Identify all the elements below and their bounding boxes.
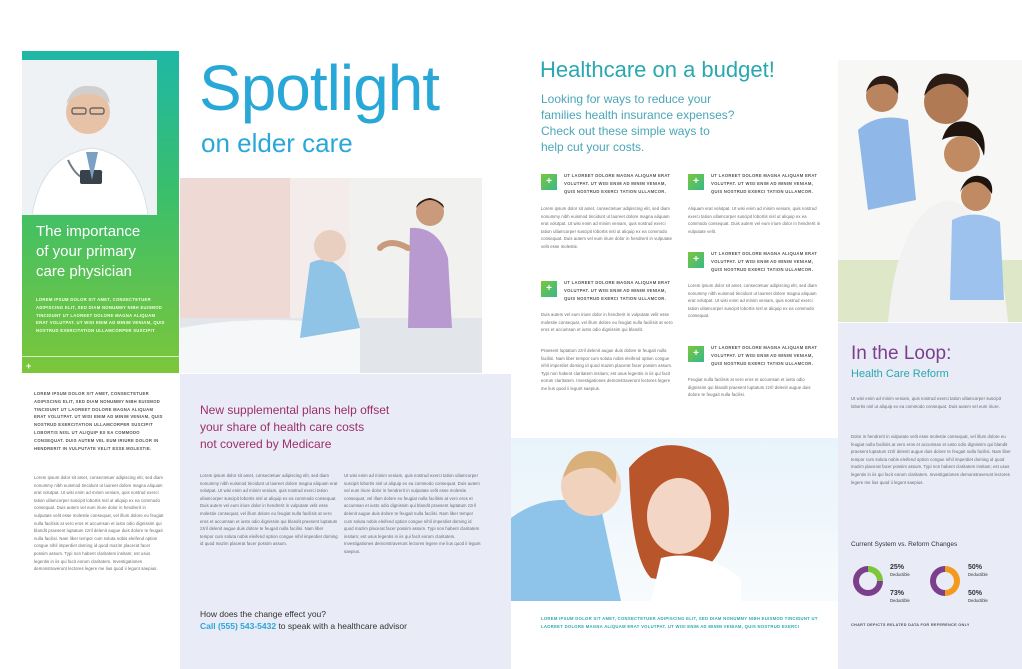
donut-value: 25%	[890, 564, 905, 571]
cta-phone[interactable]: Call (555) 543-5432	[200, 621, 277, 631]
chart-title: Current System vs. Reform Changes	[851, 541, 958, 548]
tip-body: Praesent luptatum zzril delenit augue duis dolore te feugait nulla facilisi. Nam liber tempor cum soluta nobis eleifend option congue nihil imperdiet doming id quod mazim placerat facer possim assum. Typi non habent claritatem insitam; est usus legentis in iis qui facit eorum claritatem. Investigationes demonstraverunt lectores legere me lius quod ii legunt saepius.	[541, 348, 673, 391]
loop-body-b: Dolor in hendrerit in vulputate velit esse molestie consequat, vel illum dolore eu feugiat nulla facilisis at vero eros et accumsan et iusto odio dignissim qui blandit praesent luptatum zzril delenit augue duis dolore te feugait nulla facilisi. Nam liber tempor cum soluta nobis eleifend option congue nihil imperdiet doming id quod mazim placerat facer possim assum. Typi non habent claritatem insitam; est usus legentis in iis qui facit eorum claritatem. Investigationes demonstraverunt lectores legere me lius quod ii legunt saepius.	[851, 434, 1011, 485]
tip-plus-icon[interactable]: +	[688, 252, 704, 268]
donut-label	[968, 590, 988, 603]
spotlight-subtitle: on elder care	[201, 128, 353, 158]
donut-sub: Deductible	[890, 572, 910, 577]
donut-reform	[930, 566, 960, 596]
primary-care-heading	[36, 222, 176, 282]
intro-line: help cut your costs.	[541, 140, 645, 154]
tip-plus-icon[interactable]: +	[688, 174, 704, 190]
primary-care-caps: LOREM IPSUM DOLOR SIT AMET, CONSECTETUER ADIPISCING ELIT, SED DIAM NONUMMY NIBH EUISMOD TINCIDUNT UT LAOREET DOLORE MAGNA ALIQUAM ERAT VOLUTPAT. UT WISI ENIM AD MINIM VENIAM, QUIS NOSTRUD EXERCITATION ULLAMCORPER SUSCIPIT	[36, 297, 165, 334]
intro-line: Looking for ways to reduce your	[541, 92, 712, 106]
budget-title: Healthcare on a budget!	[540, 57, 775, 82]
heading-line: care physician	[36, 263, 132, 280]
plus-icon[interactable]: +	[26, 361, 32, 371]
tip-heading: UT LAOREET DOLORE MAGNA ALIQUAM ERAT VOLUTPAT. UT WISI ENIM AD MINIM VENIAM, QUIS NOSTRUD EXERCI TATION ULLAMCOR.	[564, 173, 671, 194]
panel-divider	[22, 356, 179, 357]
tip-body: Duis autem vel eum iriure dolor in hendrerit in vulputate velit esse molestie consequat, vel illum dolore eu feugiat nulla facilisis at vero eros et accumsan et iusto odio dignissim qui blandit.	[541, 312, 673, 333]
cta-question: How does the change effect you?	[200, 609, 327, 619]
donut-sub: Deductible	[968, 598, 988, 603]
loop-subtitle: Health Care Reform	[851, 368, 949, 380]
family-photo	[838, 60, 1022, 322]
donut-label	[890, 564, 910, 577]
heading-line: not covered by Medicare	[200, 437, 332, 451]
donut-value: 50%	[968, 564, 983, 571]
donut-sub: Deductible	[890, 598, 910, 603]
left-body-paragraph: Lorem ipsum dolor sit amet, consectetuer adipiscing elit, sed diam nonummy nibh euismod tincidunt ut laoreet dolore magna aliquam erat volutpat. Ut wisi enim ad minim veniam, quis nostrud exerci tation ullamcorper suscipit lobortis nisl ut aliquip ex ea commodo consequat. Duis autem vel eum iriure dolor in hendrerit in vulputate velit esse molestie consequat, vel illum dolore eu feugiat nulla facilisis at vero eros et accumsan et iusto odio dignissim qui blandit praesent luptatum zzril delenit augue duis dolore te feugait nulla facilisi. Nam liber tempor cum soluta nobis eleifend option congue nihil imperdiet doming id quod mazim placerat facer possim assum. Typi non habent claritatem insitam; est usus legentis in iis qui facit eorum claritatem. Investigationes demonstraverunt lectores legere me lius quod ii legunt saepius.	[34, 475, 164, 572]
supplemental-col1: Lorem ipsum dolor sit amet, consectetuer adipiscing elit, sed diam nonummy nibh euismod tincidunt ut laoreet dolore magna aliquam erat volutpat. Ut wisi enim ad minim veniam, quis nostrud exerci tation ullamcorper suscipit lobortis nisl ut aliquip ex ea commodo consequat. Duis autem vel eum iriure dolor in hendrerit in vulputate velit esse molestie consequat, vel illum dolore eu feugiat nulla facilisis at vero eros et accumsan et iusto odio dignissim qui blandit praesent luptatum zzril delenit augue duis dolore te feugait nulla facilisi. Nam liber tempor cum soluta nobis eleifend option congue nihil imperdiet doming id quod mazim placerat facer possim assum.	[200, 473, 338, 547]
tip-plus-icon[interactable]: +	[541, 174, 557, 190]
chart-footnote: CHART DEPICTS RELATED DATA FOR REFERENCE ONLY	[851, 623, 970, 627]
tip-body: Feugiat nulla facilisis at vero eros et accumsan et iusto odio dignissim qui blandit praesent luptatum zzril delenit augue duis dolore te feugait nulla facilisi.	[688, 377, 811, 398]
loop-title: In the Loop:	[851, 343, 952, 364]
heading-line: The importance	[36, 223, 141, 240]
left-caps-paragraph: LOREM IPSUM DOLOR SIT AMET, CONSECTETUER ADIPISCING ELIT, SED DIAM NONUMMY NIBH EUISMOD TINCIDUNT UT LAOREET DOLORE MAGNA ALIQUAM ERAT VOLUTPAT. UT WISI ENIM AD MINIM VENIAM, QUIS NOSTRUD EXERCITATION ULLAMCORPER SUSCIPIT LOBORTIS NISL UT ALIQUIP EX EA COMMODO CONSEQUAT. DUIS AUTEM VEL EUM IRIURE DOLOR IN HENDRERIT IN VULPUTATE VELIT ESSE MOLESTIE.	[34, 391, 163, 451]
tip-body: Lorem ipsum dolor sit amet, consectetuer adipiscing elit, sed diam nonummy nibh euismod tincidunt ut laoreet dolore magna aliquam erat volutpat. Ut wisi enim ad minim veniam, quis nostrud exerci tation ullamcorper suscipit lobortis nisl ut aliquip ex ea commodo consequat.	[688, 283, 818, 319]
mother-caption: LOREM IPSUM DOLOR SIT AMET, CONSECTETUER ADIPISCING ELIT, SED DIAM NONUMMY NIBH EUISMOD TINCIDUNT UT LAOREET DOLORE MAGNA ALIQUAM ERAT VOLUTPAT. UT WISI ENIM AD MINIM VENIAM, QUIS NOSTRUD EXERCI	[541, 616, 818, 629]
intro-line: families health insurance expenses?	[541, 108, 735, 122]
tip-heading: UT LAOREET DOLORE MAGNA ALIQUAM ERAT VOLUTPAT. UT WISI ENIM AD MINIM VENIAM, QUIS NOSTRUD EXERCI TATION ULLAMCOR.	[711, 251, 818, 272]
tip-heading: UT LAOREET DOLORE MAGNA ALIQUAM ERAT VOLUTPAT. UT WISI ENIM AD MINIM VENIAM, QUIS NOSTRUD EXERCI TATION ULLAMCOR.	[711, 173, 818, 194]
budget-intro	[541, 91, 801, 155]
donut-sub: Deductible	[968, 572, 988, 577]
intro-line: Check out these simple ways to	[541, 124, 710, 138]
cta-rest: to speak with a healthcare advisor	[276, 621, 407, 631]
mother-child-photo	[511, 438, 838, 601]
doctor-illustration	[22, 60, 157, 215]
supplemental-col2: Ut wisi enim ad minim veniam, quis nostrud exerci tation ullamcorper suscipit lobortis nisl ut aliquip ex ea commodo consequat. Duis autem vel eum iriure dolor in hendrerit in vulputate velit esse molestie consequat, vel illum dolore eu feugiat nulla facilisis at vero eros et accumsan et iusto odio dignissim qui blandit praesent luptatum zzril delenit augue duis dolore te feugait nulla facilisi. Nam liber tempor cum soluta nobis eleifend option congue nihil imperdiet doming id quod mazim placerat facer possim assum. Typi non habent claritatem insitam; est usus legentis in iis qui facit eorum claritatem. Investigationes demonstraverunt lectores legere me lius quod ii legunt saepius.	[344, 473, 481, 554]
mother-child-illustration	[511, 438, 838, 601]
donut-label	[968, 564, 988, 577]
family-illustration	[838, 60, 1022, 322]
donut-value: 50%	[968, 590, 983, 597]
tip-heading: UT LAOREET DOLORE MAGNA ALIQUAM ERAT VOLUTPAT. UT WISI ENIM AD MINIM VENIAM, QUIS NOSTRUD EXERCI TATION ULLAMCOR.	[711, 345, 818, 366]
heading-line: New supplemental plans help offset	[200, 403, 390, 417]
donut-label	[890, 590, 910, 603]
donut-value: 73%	[890, 590, 905, 597]
doctor-photo	[22, 60, 157, 215]
donut-current	[853, 566, 883, 596]
heading-line: of your primary	[36, 243, 137, 260]
tip-body: Aliquam erat volutpat. Ut wisi enim ad minim veniam, quis nostrud exerci tation ullamcorper suscipit lobortis nisl ut aliquip ex ea commodo consequat. Duis autem vel eum iriure dolor in hendrerit in vulputate velit.	[688, 206, 821, 234]
elder-care-illustration	[180, 178, 482, 373]
tip-plus-icon[interactable]: +	[688, 346, 704, 362]
tip-body: Lorem ipsum dolor sit amet, consectetuer adipiscing elit, sed diam nonummy nibh euismod tincidunt ut laoreet dolore magna aliquam erat volutpat. Ut wisi enim ad minim veniam, quis nostrud exerci tation ullamcorper suscipit lobortis nisl ut aliquip ex ea commodo consequat. Duis autem vel eum iriure dolor in hendrerit in vulputate velit esse molestie.	[541, 206, 673, 249]
heading-line: your share of health care costs	[200, 420, 365, 434]
loop-body-a: Ut wisi enim ad minim veniam, quis nostrud exerci tation ullamcorper suscipit lobortis nisl ut aliquip ex ea commodo consequat. Duis autem vel eum iriure.	[851, 396, 1002, 409]
cta-line	[200, 620, 510, 632]
elder-care-photo	[180, 178, 482, 373]
spotlight-title: Spotlight	[199, 52, 440, 124]
tip-plus-icon[interactable]: +	[541, 281, 557, 297]
supplemental-heading	[200, 402, 500, 453]
tip-heading: UT LAOREET DOLORE MAGNA ALIQUAM ERAT VOLUTPAT. UT WISI ENIM AD MINIM VENIAM, QUIS NOSTRUD EXERCI TATION ULLAMCOR.	[564, 280, 671, 301]
